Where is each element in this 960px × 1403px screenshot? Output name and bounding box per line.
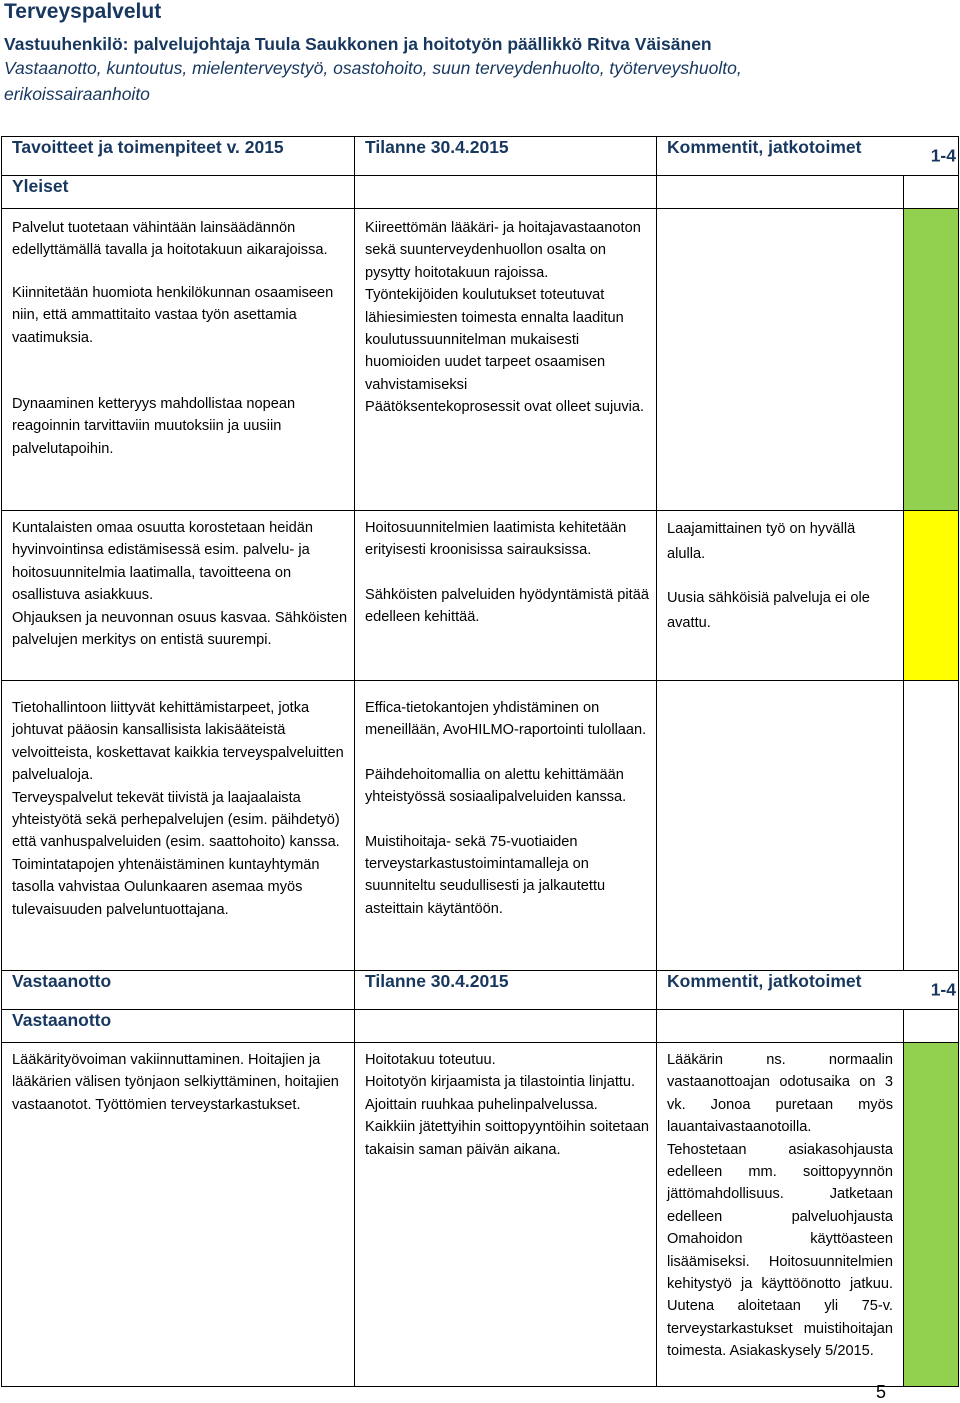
goal-text: Dynaaminen ketteryys mahdollistaa nopean reagoinnin tarvittaviin muutoksiin ja uusiin palvelutapoihin. [12,396,296,457]
goals-cell [2,1043,355,1387]
section-empty-cell [657,176,904,209]
section-yleiset: Yleiset [2,176,355,209]
status-text: Kiireettömän lääkäri- ja hoitajavastaanoton sekä suunterveydenhuollon osalta on pysytty hoitotakuun rajoissa. [365,220,641,281]
scope-line-2: erikoissairaanhoito [4,84,150,104]
table1-col-goals: Tavoitteet ja toimenpiteet v. 2015 [2,137,355,176]
goal-text: Lääkärityövoiman vakiinnuttaminen. Hoitajien ja lääkärien välisen työnjaon selkiyttäminen, hoitajien vastaanotot. Työttömien terveystarkastukset. [12,1052,339,1113]
section-empty-cell [904,1010,959,1043]
goal-text: Tietohallintoon liittyvät kehittämistarpeet, jotka johtuvat pääosin kansallisista lakisääteistä velvoitteista, koskettavat kaikkia terveyspalveluitten palvelualoja. [12,700,344,784]
table1-col-rating: 1-4 [930,145,956,166]
table2-col-comments [657,971,959,1010]
table2-col-rating: 1-4 [930,979,956,1000]
goal-text: Ohjauksen ja neuvonnan osuus kasvaa. Sähköisten palvelujen merkitys on entistä suurempi. [12,609,348,649]
status-text: Muistihoitaja- sekä 75-vuotiaiden terveystarkastustoimintamalleja on suunniteltu seudullisesti ja jalkautettu asteittain käytäntöön. [365,833,606,917]
goals-table [1,136,959,1387]
table2-section-row [2,1010,959,1043]
rating-cell-green [904,1043,959,1387]
table1-section-row [2,176,959,209]
section-vastaanotto: Vastaanotto [2,1010,355,1043]
rating-cell-empty [904,681,959,971]
table2-col-status: Tilanne 30.4.2015 [355,971,657,1010]
table-row [2,511,959,681]
section-empty-cell [355,176,657,209]
table1-col-comments [657,137,959,176]
status-text: Sähköisten palveluiden hyödyntämistä pitää edelleen kehittää. [365,586,649,626]
status-text: Effica-tietokantojen yhdistäminen on meneillään, AvoHILMO-raportointi tulollaan. [365,700,647,739]
goals-cell [2,681,355,971]
status-text: Hoitosuunnitelmien laatimista kehitetään erityisesti kroonisissa sairauksissa. [365,520,627,559]
status-text: Päätöksentekoprosessit ovat olleet sujuvia. [365,399,645,416]
comments-cell [657,209,904,511]
goal-text: Palvelut tuotetaan vähintään lainsäädännön edellyttämällä tavalla ja hoitotakuun aikarajoissa. [12,220,328,259]
rating-cell-yellow [904,511,959,681]
status-cell [355,1043,657,1387]
goal-text: Kiinnitetään huomiota henkilökunnan osaamiseen niin, että ammattitaito vastaa työn asettamia vaatimuksia. [12,284,334,346]
goal-text: Terveyspalvelut tekevät tiivistä ja laajaalaista yhteistyötä sekä perhepalvelujen (esim. päihdetyö) että vanhuspalveluiden (esim. saattohoito) kanssa. [12,789,340,851]
section-empty-cell [657,1010,904,1043]
comments-cell [657,681,904,971]
status-cell [355,681,657,971]
goal-text: Toimintatapojen yhtenäistäminen kuntayhtymän tasolla vahvistaa Oulunkaaren asemaa myös tulevaisuuden palveluntuottajana. [12,856,320,918]
section-empty-cell [904,176,959,209]
scope-line-1: Vastaanotto, kuntoutus, mielenterveystyö, osastohoito, suun terveydenhuolto, työterveyshuolto, [4,58,742,78]
status-text: Hoitotakuu toteutuu. [365,1052,496,1068]
table2-header-row [2,971,959,1010]
section-empty-cell [355,1010,657,1043]
goals-cell [2,209,355,511]
comment-text: Lääkärin ns. normaalin vastaanottoajan odotusaika on 3 vk. Jonoa puretaan myös lauantaivastaanotoilla. Tehostetaan asiakasohjausta edelleen mm. soittopyynnön jättömahdollisuus. Jatketaan edelleen palveluohjausta Omahoidon käyttöasteen lisäämiseksi. Hoitosuunnitelmien kehitystyö ja käyttöönotto jatkuu. Uutena aloitetaan yli 75-v. terveystarkastukset muistihoitajan toimesta. Asiakaskysely 5/2015. [667,1052,893,1360]
table2-col-comments-label: Kommentit, jatkotoimet [667,971,862,991]
comment-text: Laajamittainen työ on hyvällä alulla. [667,521,856,562]
status-cell [355,209,657,511]
goals-cell [2,511,355,681]
table2-col-goals: Vastaanotto [2,971,355,1010]
responsible-persons: Vastuuhenkilö: palvelujohtaja Tuula Saukkonen ja hoitotyön päällikkö Ritva Väisänen [4,34,712,54]
table1-col-status: Tilanne 30.4.2015 [355,137,657,176]
status-text: Ajoittain ruuhkaa puhelinpalvelussa. [365,1096,598,1113]
rating-cell-green [904,209,959,511]
table1-header-row [2,137,959,176]
table-row [2,681,959,971]
page-title: Terveyspalvelut [4,0,162,23]
status-text: Työntekijöiden koulutukset toteutuvat lähiesimiesten toimesta ennalta laaditun koulutussuunnitelman mukaisesti huomioiden uudet tarpeet osaamisen vahvistamiseksi [365,287,624,393]
table-row [2,1043,959,1387]
status-cell [355,511,657,681]
status-text: Kaikkiin jätettyihin soittopyyntöihin soitetaan takaisin saman päivän aikana. [365,1119,649,1158]
status-text: Päihdehoitomallia on alettu kehittämään yhteistyössä sosiaalipalveluiden kanssa. [365,766,627,806]
goal-text: Kuntalaisten omaa osuutta korostetaan heidän hyvinvointinsa edistämisessä esim. palvelu- ja hoitosuunnitelmia laatimalla, tavoitteena on osallistuva asiakkuus. [12,520,314,604]
page-number: 5 [876,1382,887,1402]
comments-cell [657,511,904,681]
comments-cell [657,1043,904,1387]
table1-col-comments-label: Kommentit, jatkotoimet [667,137,862,157]
table-row [2,209,959,511]
status-text: Hoitotyön kirjaamista ja tilastointia linjattu. [365,1074,636,1091]
comment-text: Uusia sähköisiä palveluja ei ole avattu. [667,590,870,631]
page-header [4,0,954,108]
